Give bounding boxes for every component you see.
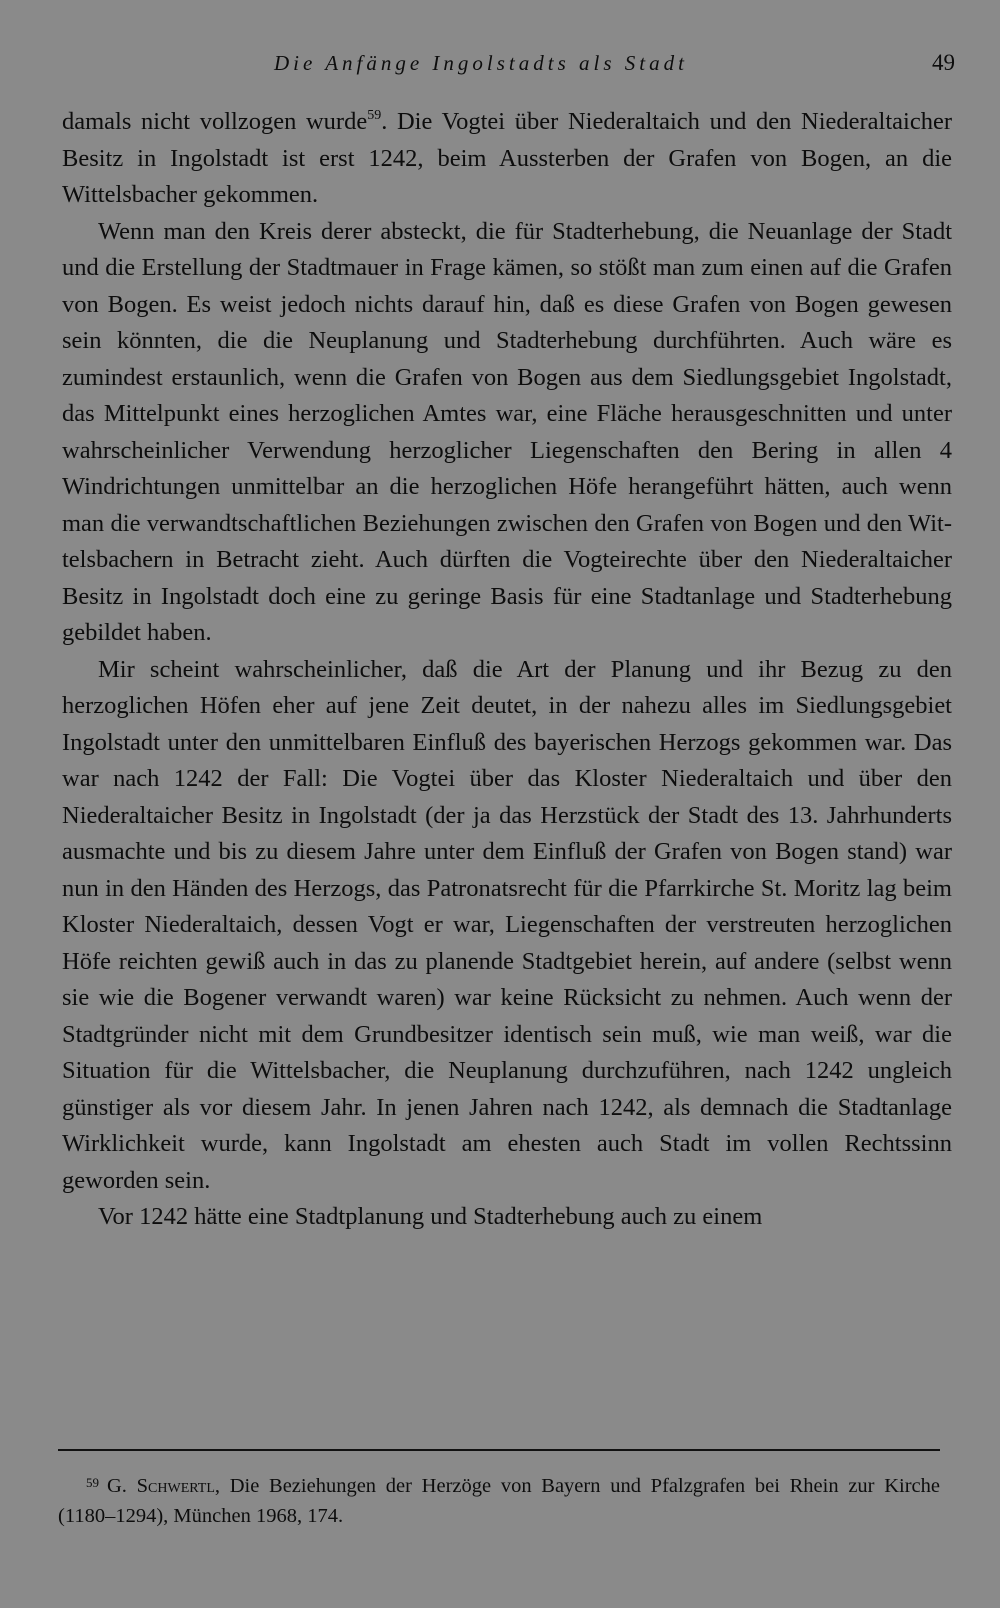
footnote-reference[interactable]: 59 bbox=[367, 108, 382, 123]
footnote-marker: 59 bbox=[86, 1475, 99, 1490]
page-number: 49 bbox=[932, 50, 955, 75]
paragraph-4: Vor 1242 hätte eine Stadtplanung und Stadterhebung auch zu einem bbox=[98, 1203, 763, 1230]
footnote-59 bbox=[58, 1468, 940, 1531]
paragraph-1-continuation: . Die Vogtei über Niederaltaich und den Niederaltaicher Besitz in Ingolstadt ist erst 1242, beim Aussterben der Grafen von Bogen, an die Wittelsbacher gekommen. bbox=[62, 108, 952, 208]
paragraph-1 bbox=[62, 104, 952, 214]
paragraph-2: Wenn man den Kreis derer absteckt, die für Stadterhebung, die Neuanlage der Stadt und die Erstellung der Stadtmauer in Frage kämen, so stößt man zum einen auf die Grafen von Bogen. Es weist jedoch nichts darauf hin, daß es diese Grafen von Bogen gewesen sein könnten, die die Neuplanung und Stadterhebung durchführten. Auch wäre es zumindest erstaunlich, wenn die Grafen von Bogen aus dem Siedlungsgebiet Ingolstadt, das Mittelpunkt eines herzoglichen Amtes war, eine Fläche herausgeschnitten und unter wahrscheinlicher Verwendung herzoglicher Liegenschaften den Bering in allen 4 Windrichtungen unmittelbar an die herzoglichen Höfe herangeführt hätten, auch wenn man die verwandtschaftlichen Beziehungen zwischen den Grafen von Bogen und den Wittelsbachern in Betracht zieht. Auch dürften die Vogteirechte über den Niederaltaicher Besitz in Ingolstadt doch eine zu geringe Basis für eine Stadtanlage und Stadterhebung gebildet haben. bbox=[62, 217, 952, 646]
body-text bbox=[62, 104, 952, 1236]
paragraph-1-text: damals nicht vollzogen wurde bbox=[62, 108, 368, 135]
footnote-separator bbox=[58, 1449, 940, 1451]
footnote-text: , Die Beziehungen der Herzöge von Bayern und Pfalzgrafen bei Rhein zur Kirche (1180–1294), München 1968, 174. bbox=[58, 1475, 940, 1527]
running-title: Die Anfänge Ingolstadts als Stadt bbox=[274, 51, 688, 75]
footnote-author: G. Schwertl bbox=[107, 1475, 215, 1497]
page-header bbox=[60, 46, 955, 80]
paragraph-3: Mir scheint wahrscheinlicher, daß die Art der Planung und ihr Bezug zu den herzoglichen Höfen eher auf jene Zeit deutet, in der nahezu alles im Siedlungsgebiet Ingolstadt unter den unmittelbaren Einfluß des bayerischen Herzogs gekommen war. Das war nach 1242 der Fall: Die Vogtei über das Kloster Niederaltaich und über den Niederaltaicher Besitz in Ingolstadt (der ja das Herzstück der Stadt des 13. Jahrhunderts ausmachte und bis zu diesem Jahre unter dem Einfluß der Grafen von Bogen stand) war nun in den Händen des Herzogs, das Patronatsrecht für die Pfarrkirche St. Moritz lag beim Kloster Niederaltaich, dessen Vogt er war, Liegenschaften der verstreuten herzoglichen Höfe reichten gewiß auch in das zu planende Stadtgebiet herein, auf andere (selbst wenn sie wie die Bogener verwandt waren) war keine Rücksicht zu nehmen. Auch wenn der Stadtgründer nicht mit dem Grundbesitzer identisch sein muß, wie man weiß, war die Situation für die Wittelsbacher, die Neuplanung durchzuführen, nach 1242 ungleich günstiger als vor diesem Jahr. In jenen Jahren nach 1242, als demnach die Stadtanlage Wirklichkeit wurde, kann Ingolstadt am ehesten auch Stadt im vollen Rechtssinn geworden sein. bbox=[62, 655, 952, 1194]
